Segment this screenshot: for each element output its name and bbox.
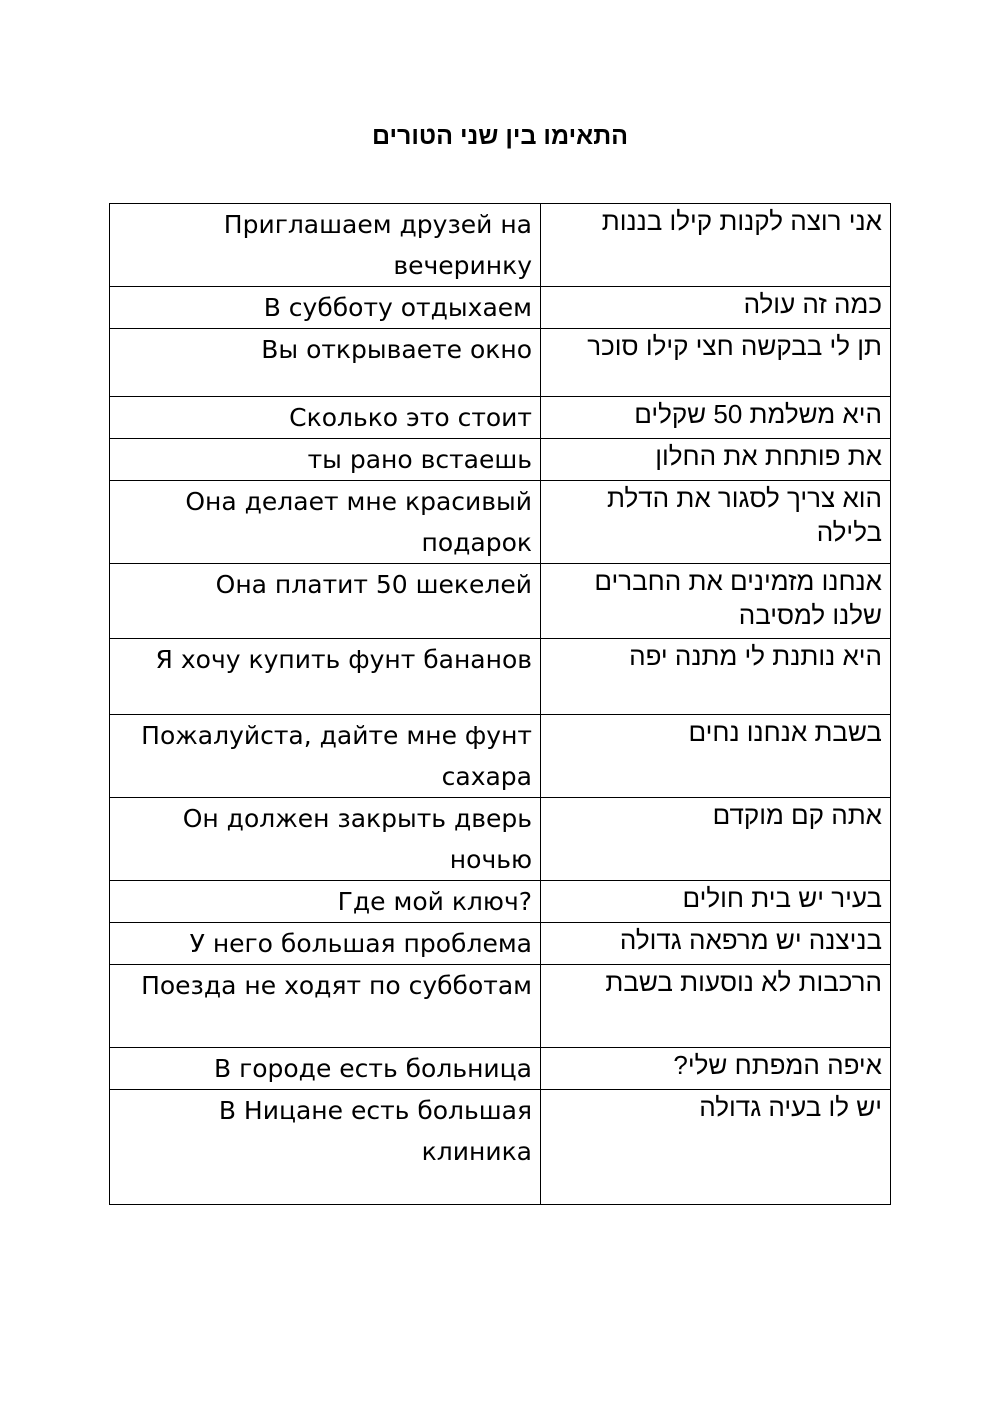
russian-cell: Она делает мне красивый подарок (110, 481, 541, 564)
page-title: התאימו בין שני הטורים (371, 122, 629, 150)
russian-cell: В Ницане есть большая клиника (110, 1090, 541, 1205)
table-row (110, 564, 891, 639)
hebrew-cell: הוא צריך לסגור את הדלת בלילה (541, 481, 891, 564)
hebrew-cell: יש לו בעיה גדולה (541, 1090, 891, 1205)
russian-cell: Пожалуйста, дайте мне фунт сахара (110, 715, 541, 798)
table-row (110, 287, 891, 329)
russian-cell: ты рано встаешь (110, 439, 541, 481)
hebrew-cell: בעיר יש בית חולים (541, 881, 891, 923)
hebrew-cell: אתה קם מוקדם (541, 798, 891, 881)
russian-cell: Сколько это стоит (110, 397, 541, 439)
hebrew-cell: בניצנה יש מרפאה גדולה (541, 923, 891, 965)
table-row (110, 329, 891, 397)
table-row (110, 397, 891, 439)
table-row (110, 923, 891, 965)
table-row (110, 881, 891, 923)
hebrew-cell: תן לי בבקשה חצי קילו סוכר (541, 329, 891, 397)
table-row (110, 965, 891, 1048)
russian-cell: Она платит 50 шекелей (110, 564, 541, 639)
russian-cell: Где мой ключ? (110, 881, 541, 923)
russian-cell: Он должен закрыть дверь ночью (110, 798, 541, 881)
russian-cell: Я хочу купить фунт бананов (110, 639, 541, 715)
table-row (110, 798, 891, 881)
matching-table (109, 203, 891, 1205)
hebrew-cell: היא משלמת 50 שקלים (541, 397, 891, 439)
table-row (110, 481, 891, 564)
russian-cell: Поезда не ходят по субботам (110, 965, 541, 1048)
table-row (110, 204, 891, 287)
hebrew-cell: בשבת אנחנו נחים (541, 715, 891, 798)
hebrew-cell: אני רוצה לקנות קילו בננות (541, 204, 891, 287)
table-row (110, 1048, 891, 1090)
hebrew-cell: כמה זה עולה (541, 287, 891, 329)
hebrew-cell: איפה המפתח שלי? (541, 1048, 891, 1090)
table-row (110, 715, 891, 798)
table-row (110, 639, 891, 715)
russian-cell: В городе есть больница (110, 1048, 541, 1090)
hebrew-cell: הרכבות לא נוסעות בשבת (541, 965, 891, 1048)
russian-cell: Приглашаем друзей на вечеринку (110, 204, 541, 287)
russian-cell: Вы открываете окно (110, 329, 541, 397)
hebrew-cell: אנחנו מזמינים את החברים שלנו למסיבה (541, 564, 891, 639)
table-row (110, 1090, 891, 1205)
hebrew-cell: את פותחת את החלון (541, 439, 891, 481)
russian-cell: В субботу отдыхаем (110, 287, 541, 329)
hebrew-cell: היא נותנת לי מתנה יפה (541, 639, 891, 715)
russian-cell: У него большая проблема (110, 923, 541, 965)
table-row (110, 439, 891, 481)
